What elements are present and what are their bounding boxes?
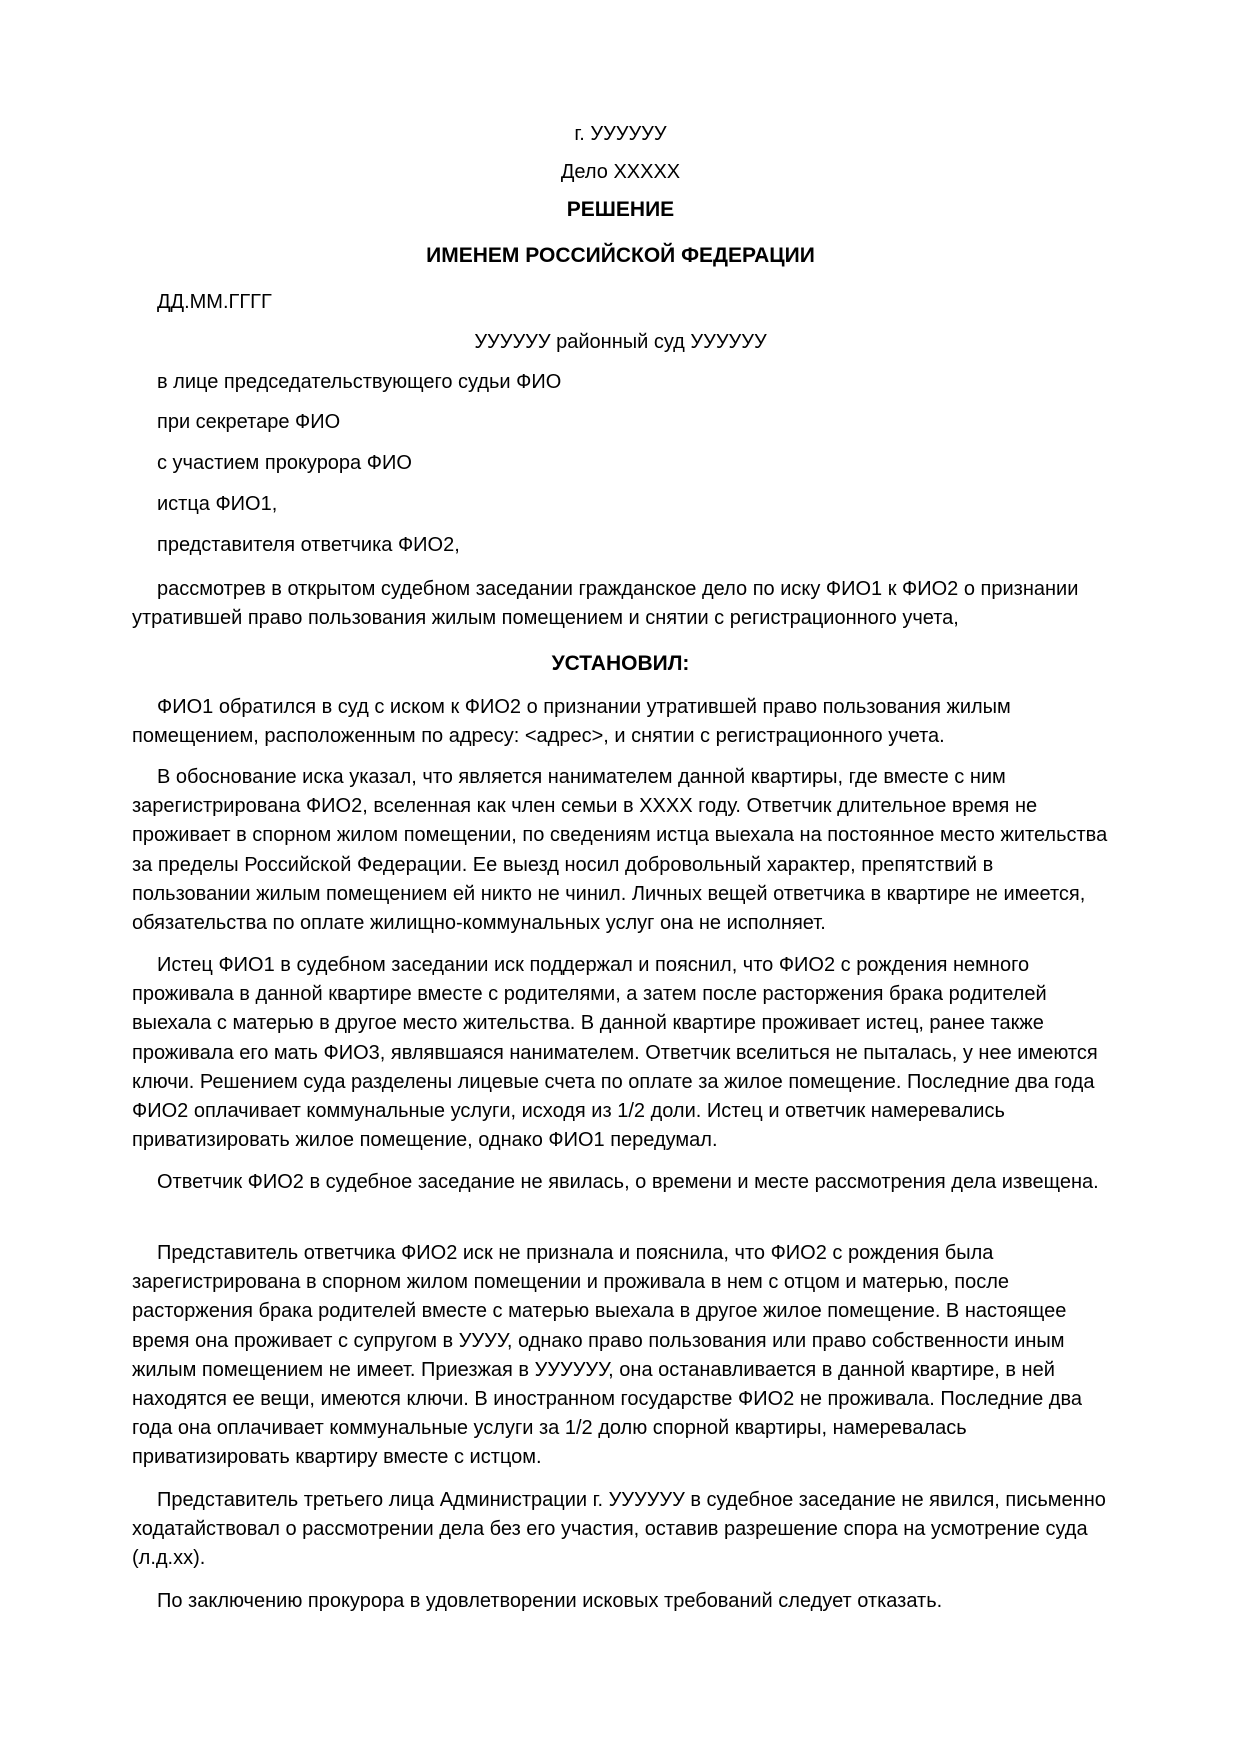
case-number: Дело ХХХХХ	[560, 161, 681, 183]
decision-date: ДД.ММ.ГГГГ	[157, 291, 272, 313]
paragraph-defendant-representative: Представитель ответчика ФИО2 иск не признала и пояснила, что ФИО2 с рождения была зарегистрирована в спорном жилом помещении и проживала в нем с отцом и матерью, после расторжения брака родителей вместе с матерью выехала в другое жилое помещение. В настоящее время она проживает с супругом в УУУУ, однако право пользования или право собственности иным жилым помещением не имеет. Приезжая в УУУУУУ, она останавливается в данной квартире, в ней находятся ее вещи, имеются ключи. В иностранном государстве ФИО2 не проживала. Последние два года она оплачивает коммунальные услуги за 1/2 долю спорной квартиры, намеревалась приватизировать квартиру вместе с истцом.	[132, 1242, 1082, 1469]
participant-prosecutor: с участием прокурора ФИО	[157, 452, 412, 474]
city-line: г. УУУУУУ	[574, 123, 667, 145]
participant-judge: в лице председательствующего судьи ФИО	[157, 371, 562, 393]
paragraph-defendant-absence: Ответчик ФИО2 в судебное заседание не явилась, о времени и месте рассмотрения дела извещена.	[157, 1171, 1099, 1193]
paragraph-third-party: Представитель третьего лица Администрации г. УУУУУУ в судебное заседание не явился, письменно ходатайствовал о рассмотрении дела без его участия, оставив разрешение спора на усмотрение суда (л.д.хх).	[132, 1489, 1106, 1570]
court-name: УУУУУУ районный суд УУУУУУ	[474, 331, 767, 353]
document-subtitle: ИМЕНЕМ РОССИЙСКОЙ ФЕДЕРАЦИИ	[426, 244, 815, 267]
paragraph-claim: ФИО1 обратился в суд с иском к ФИО2 о признании утратившей право пользования жилым помещением, расположенным по адресу: <адрес>, и снятии с регистрационного учета.	[132, 696, 1011, 748]
section-heading: УСТАНОВИЛ:	[551, 652, 690, 675]
participant-defendant-representative: представителя ответчика ФИО2,	[157, 534, 460, 556]
paragraph-grounds: В обоснование иска указал, что является нанимателем данной квартиры, где вместе с ним зарегистрирована ФИО2, вселенная как член семьи в ХХХХ году. Ответчик длительное время не проживает в спорном жилом помещении, по сведениям истца выехала на постоянное место жительства за пределы Российской Федерации. Ее выезд носил добровольный характер, препятствий в пользовании жилым помещением ей никто не чинил. Личных вещей ответчика в квартире не имеется, обязательства по оплате жилищно-коммунальных услуг она не исполняет.	[132, 766, 1108, 935]
intro-paragraph: рассмотрев в открытом судебном заседании гражданское дело по иску ФИО1 к ФИО2 о признании утратившей право пользования жилым помещением и снятии с регистрационного учета,	[132, 578, 1079, 630]
document-title: РЕШЕНИЕ	[566, 198, 675, 221]
paragraph-prosecutor-opinion: По заключению прокурора в удовлетворении исковых требований следует отказать.	[157, 1590, 943, 1612]
participant-plaintiff: истца ФИО1,	[157, 493, 278, 515]
paragraph-plaintiff-testimony: Истец ФИО1 в судебном заседании иск поддержал и пояснил, что ФИО2 с рождения немного проживала в данной квартире вместе с родителями, а затем после расторжения брака родителей выехала с матерью в другое место жительства. В данной квартире проживает истец, ранее также проживала его мать ФИО3, являвшаяся нанимателем. Ответчик вселиться не пыталась, у нее имеются ключи. Решением суда разделены лицевые счета по оплате за жилое помещение. Последние два года ФИО2 оплачивает коммунальные услуги, исходя из 1/2 доли. Истец и ответчик намеревались приватизировать жилое помещение, однако ФИО1 передумал.	[132, 954, 1098, 1152]
participant-secretary: при секретаре ФИО	[157, 411, 341, 433]
